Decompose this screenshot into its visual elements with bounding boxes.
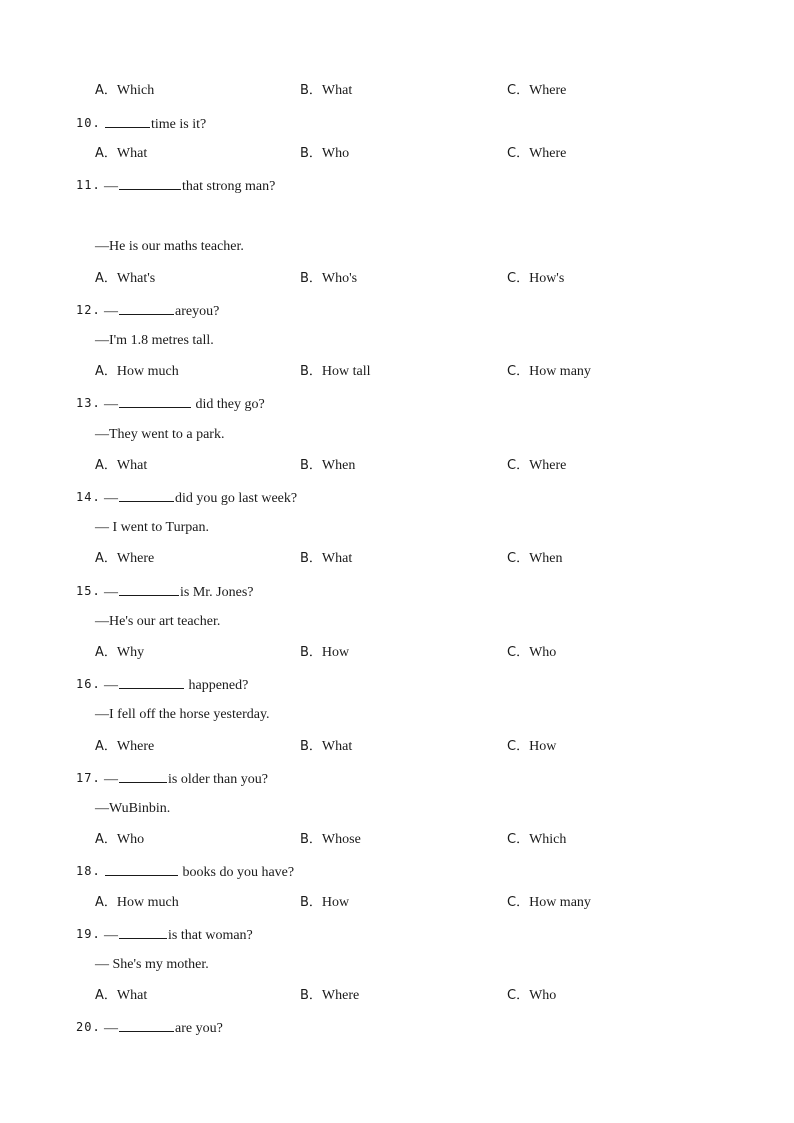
options-row (0, 144, 794, 164)
options-row (0, 269, 794, 289)
option-letter: A． (95, 364, 117, 379)
question-row (0, 113, 794, 133)
question-number: 19. (76, 927, 101, 941)
option-text: What (116, 988, 148, 1003)
option-letter: C． (507, 364, 530, 379)
option-c[interactable] (507, 643, 556, 663)
answer-line (0, 518, 794, 538)
answer-line (0, 331, 794, 351)
question-row (0, 487, 794, 507)
option-text: Which (116, 83, 155, 98)
question-stem: did you go last week? (175, 491, 298, 506)
answer-blank[interactable] (105, 113, 150, 128)
option-letter: C． (507, 551, 530, 566)
option-c[interactable] (507, 269, 564, 289)
option-text: How tall (321, 364, 371, 379)
answer-blank[interactable] (105, 861, 178, 876)
option-letter: C． (507, 895, 530, 910)
option-text: When (529, 551, 563, 566)
dialogue-reply: —He is our maths teacher. (95, 239, 244, 254)
option-letter: B． (300, 83, 322, 98)
option-text: Who's (321, 271, 358, 286)
question-row (0, 1017, 794, 1037)
question-text (104, 175, 275, 197)
question-row (0, 674, 794, 694)
question-stem: are you? (175, 1021, 223, 1036)
option-a[interactable] (95, 830, 144, 850)
option-c[interactable] (507, 893, 591, 913)
option-c[interactable] (507, 549, 563, 569)
option-letter: A． (95, 551, 117, 566)
answer-line (0, 425, 794, 445)
options-row (0, 81, 794, 101)
option-c[interactable] (507, 737, 556, 757)
question-stem: is that woman? (168, 928, 253, 943)
option-b[interactable] (300, 81, 352, 101)
question-row (0, 768, 794, 788)
dash: — (104, 585, 118, 600)
option-a[interactable] (95, 737, 154, 757)
option-text: What (321, 83, 353, 98)
option-letter: B． (300, 739, 322, 754)
option-text: How's (529, 271, 565, 286)
question-text (104, 487, 297, 509)
option-letter: A． (95, 83, 117, 98)
question-number: 11. (76, 178, 101, 192)
option-text: How much (116, 364, 179, 379)
answer-blank[interactable] (119, 175, 181, 190)
option-text: Where (529, 146, 567, 161)
answer-blank[interactable] (119, 674, 184, 689)
question-number: 14. (76, 490, 101, 504)
option-text: What's (116, 271, 156, 286)
option-text: When (321, 458, 356, 473)
dash: — (104, 491, 118, 506)
question-stem: did they go? (192, 397, 265, 412)
question-row (0, 924, 794, 944)
options-row (0, 737, 794, 757)
option-letter: B． (300, 271, 322, 286)
dash: — (104, 397, 118, 412)
option-text: How many (529, 895, 591, 910)
question-number: 13. (76, 396, 101, 410)
option-text: Where (116, 551, 155, 566)
question-number: 20. (76, 1020, 101, 1034)
option-text: Where (529, 458, 567, 473)
question-text (104, 393, 265, 415)
option-letter: A． (95, 832, 117, 847)
question-text (104, 924, 253, 946)
option-a[interactable] (95, 269, 155, 289)
question-row (0, 300, 794, 320)
dialogue-reply: —He's our art teacher. (95, 614, 221, 629)
option-letter: C． (507, 739, 530, 754)
question-text (104, 300, 219, 322)
option-a[interactable] (95, 549, 154, 569)
option-letter: B． (300, 645, 322, 660)
question-stem: happened? (185, 678, 249, 693)
answer-blank[interactable] (119, 581, 179, 596)
answer-line (0, 237, 794, 257)
option-text: Who (321, 146, 350, 161)
dialogue-reply: —WuBinbin. (95, 801, 171, 816)
option-a[interactable] (95, 986, 147, 1006)
option-letter: B． (300, 988, 322, 1003)
option-text: Where (116, 739, 155, 754)
option-letter: C． (507, 458, 530, 473)
question-stem: is older than you? (168, 772, 268, 787)
option-letter: A． (95, 458, 117, 473)
answer-line (0, 612, 794, 632)
option-c[interactable] (507, 362, 591, 382)
option-text: Where (529, 83, 567, 98)
option-a[interactable] (95, 362, 179, 382)
answer-blank[interactable] (119, 924, 167, 939)
question-row (0, 393, 794, 413)
answer-blank[interactable] (119, 300, 174, 315)
question-text (104, 1017, 223, 1039)
option-letter: C． (507, 83, 530, 98)
question-stem: that strong man? (182, 179, 276, 194)
option-text: Who (116, 832, 145, 847)
option-a[interactable] (95, 643, 144, 663)
question-text (104, 113, 206, 135)
option-letter: B． (300, 551, 322, 566)
option-b[interactable] (300, 737, 352, 757)
option-c[interactable] (507, 456, 566, 476)
option-text: What (116, 146, 148, 161)
option-letter: A． (95, 988, 117, 1003)
dash: — (104, 772, 118, 787)
question-number: 17. (76, 771, 101, 785)
option-c[interactable] (507, 830, 566, 850)
option-b[interactable] (300, 549, 352, 569)
option-b[interactable] (300, 144, 349, 164)
dialogue-reply: — I went to Turpan. (95, 520, 209, 535)
question-number: 10. (76, 116, 101, 130)
dialogue-reply: —They went to a park. (95, 427, 225, 442)
question-text (104, 861, 294, 883)
question-number: 12. (76, 303, 101, 317)
option-c[interactable] (507, 144, 566, 164)
option-b[interactable] (300, 830, 361, 850)
question-row (0, 175, 794, 195)
option-text: Where (321, 988, 360, 1003)
options-row (0, 986, 794, 1006)
option-letter: B． (300, 832, 322, 847)
dialogue-reply: — She's my mother. (95, 957, 209, 972)
option-letter: B． (300, 146, 322, 161)
options-row (0, 643, 794, 663)
option-letter: A． (95, 271, 117, 286)
answer-blank[interactable] (119, 768, 167, 783)
option-b[interactable] (300, 362, 371, 382)
options-row (0, 549, 794, 569)
answer-blank[interactable] (119, 487, 174, 502)
option-text: How (321, 895, 350, 910)
option-text: Who (529, 988, 557, 1003)
option-c[interactable] (507, 986, 556, 1006)
option-a[interactable] (95, 456, 147, 476)
question-stem: areyou? (175, 304, 220, 319)
answer-line (0, 705, 794, 725)
dash: — (104, 304, 118, 319)
option-b[interactable] (300, 456, 355, 476)
option-b[interactable] (300, 269, 357, 289)
question-row (0, 861, 794, 881)
question-text (104, 581, 254, 603)
answer-line (0, 955, 794, 975)
dash: — (104, 179, 118, 194)
option-letter: A． (95, 645, 117, 660)
dash: — (104, 1021, 118, 1036)
option-letter: A． (95, 739, 117, 754)
options-row (0, 893, 794, 913)
option-letter: C． (507, 271, 530, 286)
option-text: How many (529, 364, 591, 379)
question-number: 15. (76, 584, 101, 598)
question-stem: is Mr. Jones? (180, 585, 254, 600)
options-row (0, 456, 794, 476)
option-letter: A． (95, 895, 117, 910)
option-letter: B． (300, 458, 322, 473)
question-text (104, 674, 248, 696)
option-text: What (321, 551, 353, 566)
option-letter: C． (507, 832, 530, 847)
options-row (0, 362, 794, 382)
question-row (0, 581, 794, 601)
option-letter: B． (300, 364, 322, 379)
option-b[interactable] (300, 893, 349, 913)
option-a[interactable] (95, 144, 147, 164)
option-b[interactable] (300, 986, 359, 1006)
option-letter: C． (507, 146, 530, 161)
option-text: Why (116, 645, 145, 660)
answer-blank[interactable] (119, 1017, 174, 1032)
option-c[interactable] (507, 81, 566, 101)
question-number: 18. (76, 864, 101, 878)
question-text (104, 768, 268, 790)
dash: — (104, 678, 118, 693)
dash: — (104, 928, 118, 943)
option-a[interactable] (95, 893, 179, 913)
option-letter: C． (507, 988, 530, 1003)
option-b[interactable] (300, 643, 349, 663)
option-letter: A． (95, 146, 117, 161)
answer-blank[interactable] (119, 393, 191, 408)
dialogue-reply: —I'm 1.8 metres tall. (95, 333, 214, 348)
question-stem: time is it? (151, 117, 207, 132)
answer-line (0, 799, 794, 819)
question-stem: books do you have? (179, 865, 295, 880)
option-text: How (321, 645, 350, 660)
option-text: What (321, 739, 353, 754)
option-letter: C． (507, 645, 530, 660)
option-a[interactable] (95, 81, 154, 101)
option-letter: B． (300, 895, 322, 910)
option-text: How much (116, 895, 179, 910)
options-row (0, 830, 794, 850)
option-text: Who (529, 645, 557, 660)
option-text: What (116, 458, 148, 473)
option-text: How (529, 739, 557, 754)
option-text: Whose (321, 832, 361, 847)
dialogue-reply: —I fell off the horse yesterday. (95, 707, 270, 722)
question-number: 16. (76, 677, 101, 691)
option-text: Which (529, 832, 567, 847)
